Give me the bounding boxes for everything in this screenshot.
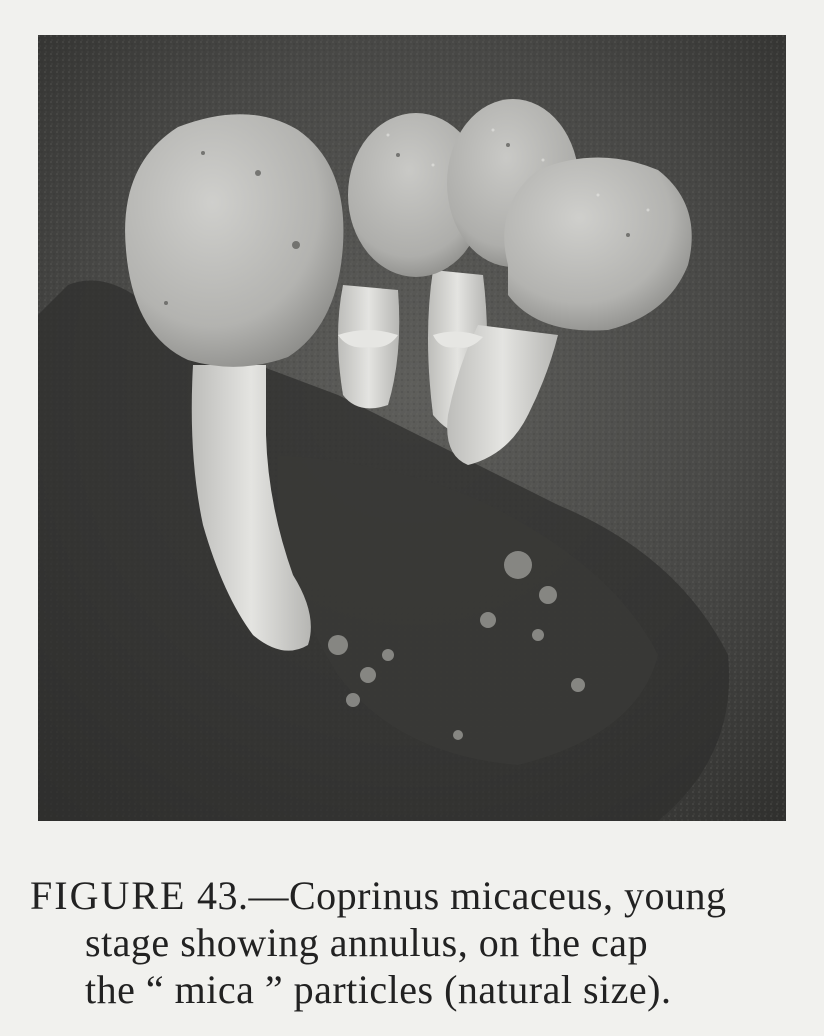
caption-line-2: stage showing annulus, on the cap (85, 920, 649, 965)
mushroom-photo-illustration (38, 35, 786, 821)
figure-photograph (38, 35, 786, 821)
caption-line-1 (30, 872, 790, 919)
figure-caption (30, 872, 790, 1013)
figure-label: FIGURE (30, 873, 187, 918)
caption-line-3: the “ mica ” particles (natural size). (85, 967, 672, 1012)
figure-number: 43 (196, 873, 238, 918)
left-mushroom-cap (125, 114, 343, 367)
caption-line-1-rest: .—Coprinus micaceus, young (237, 873, 727, 918)
